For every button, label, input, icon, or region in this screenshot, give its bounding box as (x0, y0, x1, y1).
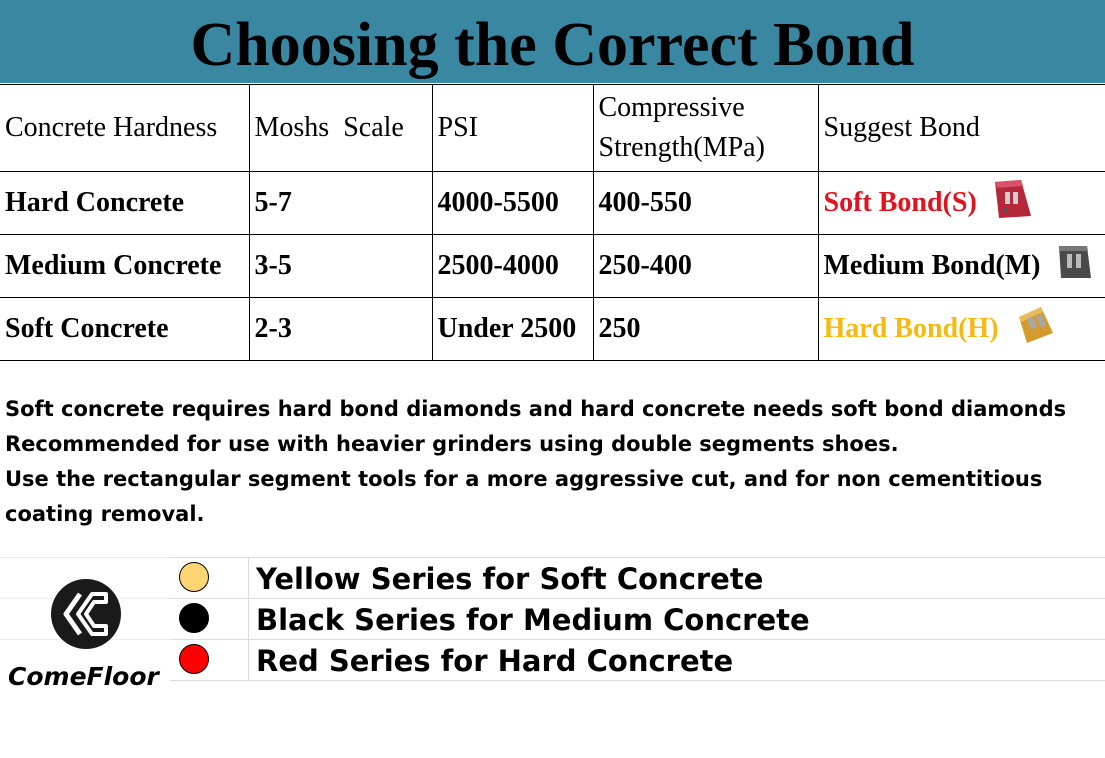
series-label: Red Series for Hard Concrete (256, 644, 734, 678)
cell-bond (818, 235, 1105, 298)
series-label: Yellow Series for Soft Concrete (256, 562, 764, 596)
header-concrete-hardness: Concrete Hardness (0, 85, 249, 172)
cell-psi: 4000-5500 (432, 172, 593, 235)
cell-psi: Under 2500 (432, 298, 593, 361)
cell-hardness: Hard Concrete (0, 172, 249, 235)
cell-hardness: Soft Concrete (0, 298, 249, 361)
header-mohs-scale: Moshs Scale (249, 85, 432, 172)
table-header-row (0, 85, 1105, 172)
table-row (0, 298, 1105, 361)
cell-mohs: 3-5 (249, 235, 432, 298)
red-segment-tool-icon (991, 178, 1033, 228)
red-dot-icon (179, 644, 209, 674)
cell-bond (818, 298, 1105, 361)
page-title: Choosing the Correct Bond (190, 11, 915, 79)
cell-bond (818, 172, 1105, 235)
header-psi: PSI (432, 85, 593, 172)
bond-label: Soft Bond(S) (823, 187, 977, 218)
black-dot-icon (179, 603, 209, 633)
brand-name: ComeFloor (8, 662, 159, 691)
note-line: Soft concrete requires hard bond diamonds and hard concrete needs soft bond diamonds (5, 397, 1067, 421)
series-legend (170, 557, 1105, 681)
cell-mpa: 250 (593, 298, 818, 361)
comefloor-logo-icon (50, 578, 122, 650)
table-row (0, 172, 1105, 235)
bond-label: Hard Bond(H) (823, 313, 999, 344)
cell-mpa: 400-550 (593, 172, 818, 235)
notes (5, 392, 1095, 532)
series-label: Black Series for Medium Concrete (256, 603, 810, 637)
cell-mpa: 250-400 (593, 235, 818, 298)
header-compressive-strength: Compressive Strength(MPa) (593, 85, 818, 172)
cell-mohs: 5-7 (249, 172, 432, 235)
table-row (0, 235, 1105, 298)
bond-label: Medium Bond(M) (823, 250, 1041, 281)
header-suggest-bond: Suggest Bond (818, 85, 1105, 172)
cell-hardness: Medium Concrete (0, 235, 249, 298)
series-row-red (170, 639, 1105, 681)
cell-mohs: 2-3 (249, 298, 432, 361)
yellow-dot-icon (179, 562, 209, 592)
note-line: Use the rectangular segment tools for a more aggressive cut, and for non cementitious coating removal. (5, 467, 1043, 526)
black-segment-tool-icon (1055, 242, 1095, 290)
series-row-yellow (170, 557, 1105, 598)
gold-segment-tool-icon (1013, 303, 1057, 355)
series-row-black (170, 598, 1105, 639)
cell-psi: 2500-4000 (432, 235, 593, 298)
note-line: Recommended for use with heavier grinders using double segments shoes. (5, 432, 899, 456)
bond-table (0, 84, 1105, 361)
